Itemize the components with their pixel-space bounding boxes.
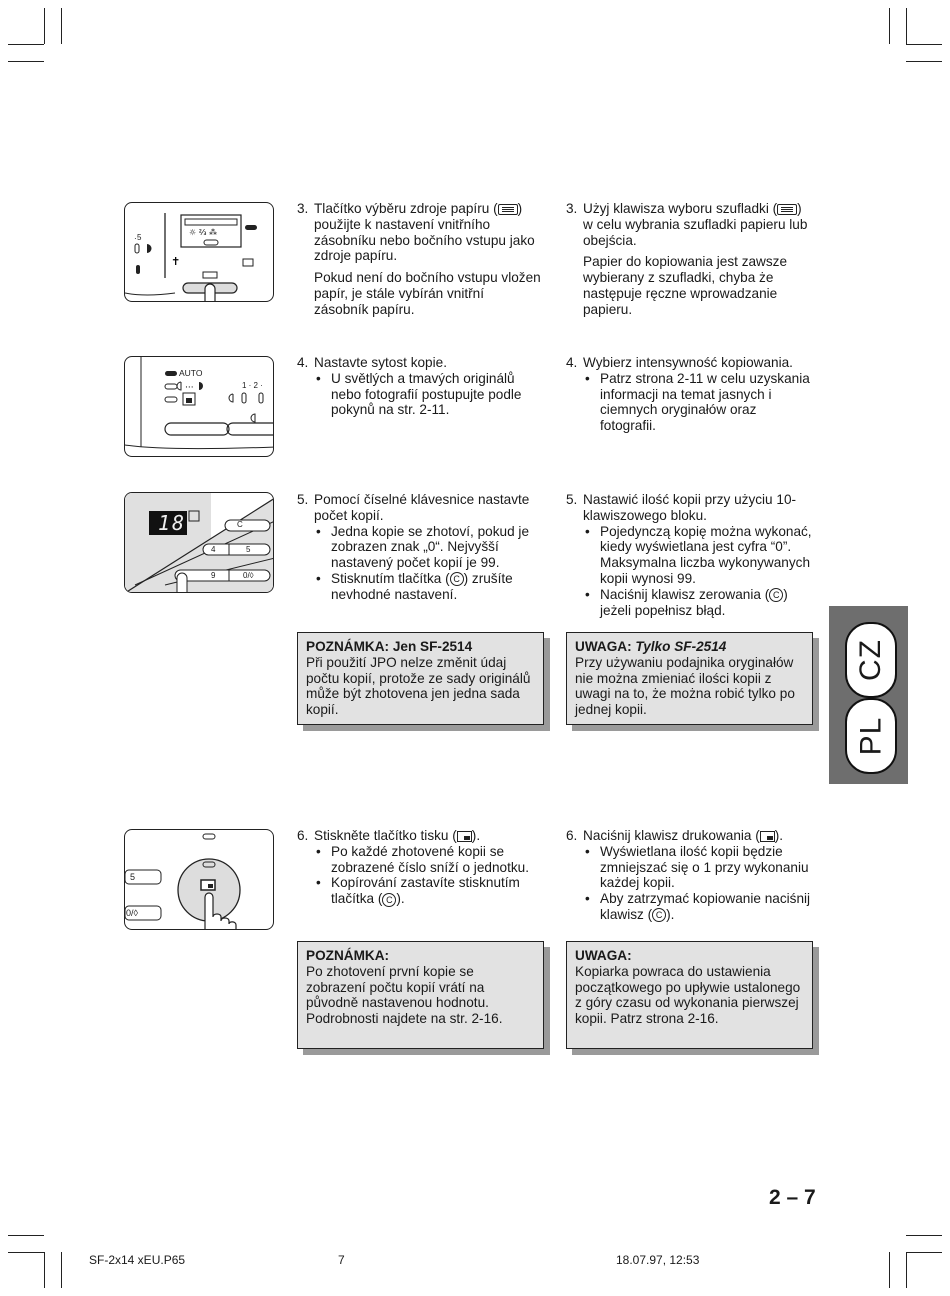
crop-mark bbox=[8, 61, 44, 62]
pl-step-5-bullet-2: • Naciśnij klawisz zerowania ( C ) jeżeli popełnisz błąd. bbox=[566, 587, 814, 619]
key-label-5: 5 bbox=[246, 545, 251, 554]
language-tab-cz: CZ bbox=[845, 622, 897, 698]
crop-mark bbox=[906, 44, 942, 45]
svg-text:✝: ✝ bbox=[171, 255, 181, 268]
pl-note-sf2514 bbox=[566, 632, 813, 725]
footer-file: SF-2x14 xEU.P65 bbox=[89, 1253, 186, 1267]
footer-page: 7 bbox=[338, 1253, 345, 1267]
pl-step-6-bullet-2: • Aby zatrzymać kopiowanie naciśnij klawisz ( C ). bbox=[566, 891, 814, 923]
cz-step-3: 3. Tlačítko výběru zdroje papíru ( ) použijte k nastavení vnitřního zásobníku nebo bočního vstupu jako zdroje papíru. Pokud není do bočního vstupu vložen papír, je stále vybírán vnitřní zásobník papíru. bbox=[297, 201, 541, 317]
pl-step-4-bullet: • Patrz strona 2-11 w celu uzyskania informacji na temat jasnych i ciemnych oryginałów oraz fotografii. bbox=[566, 371, 811, 434]
clear-key-icon: C bbox=[450, 572, 464, 586]
pl-step-6-bullet-1: • Wyświetlana ilość kopii będzie zmniejszać się o 1 przy wykonaniu każdej kopii. bbox=[566, 844, 814, 891]
svg-text:·: · bbox=[134, 234, 137, 243]
cz-step-6: 6. Stiskněte tlačítko tisku ( ). • Po každé zhotovené kopii se zobrazené číslo sníží o jednotku. • Kopírování zastavíte stisknutím tlačítka ( C ). bbox=[297, 828, 545, 913]
crop-mark bbox=[889, 1252, 890, 1288]
print-button-panel-drawing bbox=[125, 830, 274, 930]
page-number: 2 – 7 bbox=[769, 1186, 816, 1209]
key-label-zero: 0/◊ bbox=[126, 908, 138, 918]
note-body: Przy używaniu podajnika oryginałów nie można zmieniać ilości kopii z uwagi na to, że można robić tylko po jednej kopii. bbox=[575, 654, 795, 718]
clear-key-icon: C bbox=[769, 588, 783, 602]
note-body: Po zhotovení první kopie se zobrazení počtu kopií vrátí na původně nastavenou hodnotu. Podrobnosti najdete na str. 2-16. bbox=[306, 963, 503, 1027]
paper-select-icon bbox=[777, 204, 797, 215]
crop-mark bbox=[44, 1252, 45, 1288]
svg-text:···: ··· bbox=[185, 383, 194, 393]
crop-mark bbox=[906, 61, 942, 62]
copy-count-display: 18 bbox=[158, 511, 187, 535]
key-label-9: 9 bbox=[211, 571, 216, 580]
cz-step-6-bullet-1: • Po každé zhotovené kopii se zobrazené číslo sníží o jednotku. bbox=[297, 844, 545, 876]
clear-key-icon: C bbox=[382, 893, 396, 907]
exposure-scale-label: 1 · 2 · bbox=[242, 381, 263, 390]
note-body: Při použití JPO nelze změnit údaj počtu kopií, protože ze sady originálů může být zhotovena jen jedna sada kopií. bbox=[306, 654, 531, 718]
cz-step-5-bullet-2: • Stisknutím tlačítka ( C ) zrušíte nevhodné nastavení. bbox=[297, 571, 545, 603]
paper-select-icon bbox=[498, 204, 518, 215]
paper-select-panel-drawing bbox=[125, 203, 274, 302]
pl-step-6: 6. Naciśnij klawisz drukowania ( ). • Wyświetlana ilość kopii będzie zmniejszać się o 1 przy wykonaniu każdej kopii. • Aby zatrzymać kopiowanie naciśnij klawisz ( C ). bbox=[566, 828, 814, 929]
cz-step-3-para: Pokud není do bočního vstupu vložen papír, je stále vybírán vnitřní zásobník papíru. bbox=[314, 270, 541, 317]
note-body: Kopiarka powraca do ustawienia początkowego po upływie ustalonego z góry czasu od wykonania pierwszej kopii. Patrz strona 2-16. bbox=[575, 963, 801, 1027]
note-title: POZNÁMKA: bbox=[306, 948, 390, 963]
pl-step-4: 4. Wybierz intensywność kopiowania. • Patrz strona 2-11 w celu uzyskania informacji na temat jasnych i ciemnych oryginałów oraz fotografii. bbox=[566, 355, 811, 440]
cz-step-5: 5. Pomocí číselné klávesnice nastavte počet kopií. • Jedna kopie se zhotoví, pokud je zobrazen znak „0“. Nejvyšší nastavený počet kopií je 99. • Stisknutím tlačítka ( C ) zrušíte nevhodné nastavení. bbox=[297, 492, 545, 609]
svg-text:☼ ⅔ ⁂: ☼ ⅔ ⁂ bbox=[189, 228, 218, 237]
crop-mark bbox=[906, 1235, 942, 1236]
clear-key-icon: C bbox=[652, 908, 666, 922]
paper-select-panel-illustration bbox=[124, 202, 274, 302]
pl-step-3: 3. Użyj klawisza wyboru szufladki ( ) w celu wybrania szufladki papieru lub obejścia. Papier do kopiowania jest zawsze wybierany z szufladki, chyba że następuje ręczne wprowadzanie papieru. bbox=[566, 201, 811, 324]
pl-step-5: 5. Nastawić ilość kopii przy użyciu 10-klawiszowego bloku. • Pojedynczą kopię można wykonać, kiedy wyświetlana jest cyfra “0”. Maksymalna liczba wykonywanych kopii wynosi 99. • Naciśnij klawisz zerowania ( C ) jeżeli popełnisz błąd. bbox=[566, 492, 814, 624]
note-title: POZNÁMKA: Jen SF-2514 bbox=[306, 639, 473, 654]
crop-mark bbox=[8, 1235, 44, 1236]
print-button-panel-illustration bbox=[124, 829, 274, 930]
crop-mark bbox=[8, 44, 44, 45]
crop-mark bbox=[906, 8, 907, 44]
cz-step-6-bullet-2: • Kopírování zastavíte stisknutím tlačítka ( C ). bbox=[297, 875, 545, 907]
crop-mark bbox=[889, 8, 890, 44]
footer-date: 18.07.97, 12:53 bbox=[616, 1253, 700, 1267]
crop-mark bbox=[8, 1252, 44, 1253]
key-label-c: C bbox=[237, 520, 243, 529]
crop-mark bbox=[906, 1252, 942, 1253]
keypad-panel-illustration bbox=[124, 492, 274, 593]
cz-step-5-bullet-1: • Jedna kopie se zhotoví, pokud je zobrazen znak „0“. Nejvyšší nastavený počet kopií je 99. bbox=[297, 524, 545, 571]
cz-note-sf2514 bbox=[297, 632, 544, 725]
crop-mark bbox=[906, 1252, 907, 1288]
print-key-icon bbox=[457, 831, 472, 842]
auto-label: AUTO bbox=[179, 368, 203, 378]
note-title: UWAGA: bbox=[575, 948, 632, 963]
key-label-zero: 0/◊ bbox=[243, 571, 254, 580]
crop-mark bbox=[61, 1252, 62, 1288]
language-tab bbox=[829, 606, 908, 784]
language-tab-pl: PL bbox=[845, 698, 897, 774]
crop-mark bbox=[61, 8, 62, 44]
pl-note-reset bbox=[566, 941, 813, 1049]
panel-number-label: 5 bbox=[137, 233, 142, 242]
exposure-panel-illustration bbox=[124, 356, 274, 457]
key-label-4: 4 bbox=[211, 545, 216, 554]
cz-step-4-bullet: • U světlých a tmavých originálů nebo fotografií postupujte podle pokynů na str. 2-11. bbox=[297, 371, 537, 418]
print-key-icon bbox=[760, 831, 775, 842]
pl-step-3-para: Papier do kopiowania jest zawsze wybierany z szufladki, chyba że następuje ręczne wprowadzanie papieru. bbox=[583, 254, 788, 317]
note-title: UWAGA: Tylko SF-2514 bbox=[575, 639, 727, 654]
cz-note-reset bbox=[297, 941, 544, 1049]
cz-step-4: 4. Nastavte sytost kopie. • U světlých a tmavých originálů nebo fotografií postupujte podle pokynů na str. 2-11. bbox=[297, 355, 537, 424]
crop-mark bbox=[44, 8, 45, 44]
pl-step-5-bullet-1: • Pojedynczą kopię można wykonać, kiedy wyświetlana jest cyfra “0”. Maksymalna liczba wykonywanych kopii wynosi 99. bbox=[566, 524, 814, 587]
key-label-5: 5 bbox=[130, 872, 136, 882]
